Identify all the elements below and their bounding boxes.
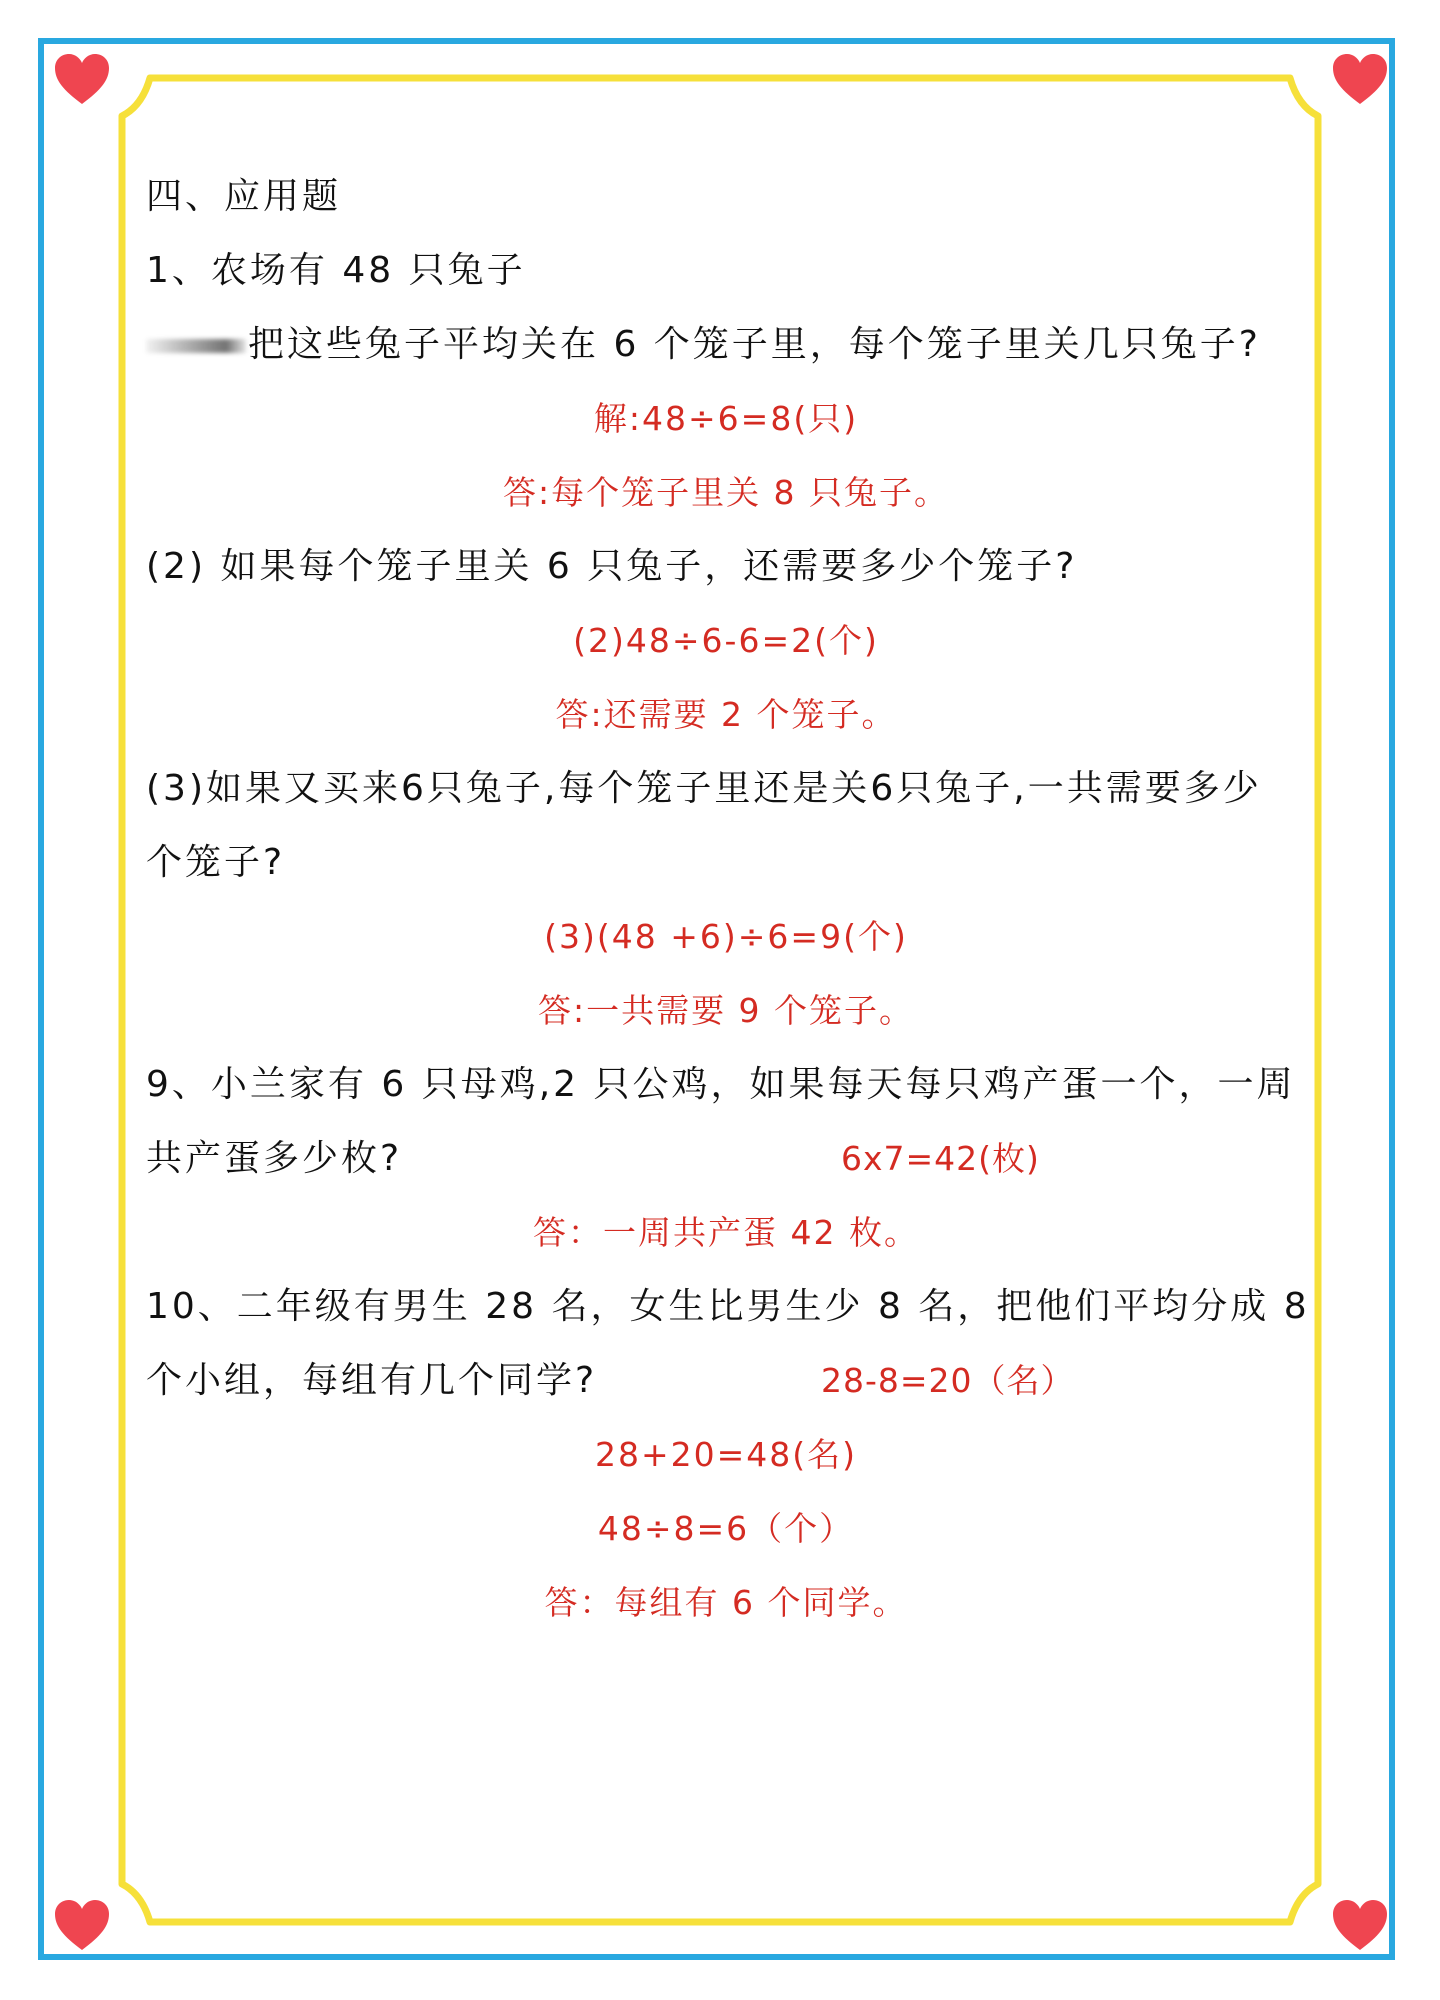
q10-step3: 48÷8=6（个）	[597, 1509, 855, 1548]
worksheet-content	[146, 160, 1310, 1640]
q9-question-line1: 9、小兰家有 6 只母鸡,2 只公鸡，如果每天每只鸡产蛋一个，一周	[146, 1064, 1296, 1105]
q9-solution: 6x7=42(枚)	[841, 1139, 1040, 1178]
q1-part1-answer: 答:每个笼子里关 8 只兔子。	[502, 473, 950, 512]
q10-question-row2	[146, 1344, 1306, 1418]
q1-part2-solution: (2)48÷6-6=2(个)	[573, 621, 879, 660]
q1-part3-question-line2: 个笼子?	[146, 842, 286, 883]
heart-icon	[1331, 1898, 1389, 1952]
q10-step1: 28-8=20（名）	[821, 1361, 1075, 1400]
scan-smudge	[146, 339, 246, 353]
q9-answer: 答：一周共产蛋 42 枚。	[533, 1213, 919, 1252]
q1-part1-question-row	[146, 308, 1306, 382]
heart-icon	[53, 1898, 111, 1952]
q10-answer: 答：每组有 6 个同学。	[544, 1583, 908, 1622]
q1-part1-question: 把这些兔子平均关在 6 个笼子里，每个笼子里关几只兔子?	[248, 324, 1261, 365]
q1-part1-solution: 解:48÷6=8(只)	[593, 399, 859, 438]
q9-question-line2: 共产蛋多少枚?	[146, 1138, 403, 1179]
q1-stem: 1、农场有 48 只兔子	[146, 250, 526, 291]
q10-question-line2: 个小组，每组有几个同学?	[146, 1360, 598, 1401]
q10-question-line1: 10、二年级有男生 28 名，女生比男生少 8 名，把他们平均分成 8	[146, 1286, 1310, 1327]
q1-part2-answer: 答:还需要 2 个笼子。	[555, 695, 897, 734]
q9-question-row2	[146, 1122, 1306, 1196]
q10-step2: 28+20=48(名)	[594, 1435, 858, 1474]
heart-icon	[1331, 52, 1389, 106]
heart-icon	[53, 52, 111, 106]
q1-part3-question-line1: (3)如果又买来6只兔子,每个笼子里还是关6只兔子,一共需要多少	[146, 768, 1262, 809]
q1-part3-solution: (3)(48 +6)÷6=9(个)	[544, 917, 908, 956]
q1-part3-answer: 答:一共需要 9 个笼子。	[537, 991, 915, 1030]
section-title: 四、应用题	[146, 176, 342, 217]
q1-part2-question: (2) 如果每个笼子里关 6 只兔子，还需要多少个笼子?	[146, 546, 1078, 587]
